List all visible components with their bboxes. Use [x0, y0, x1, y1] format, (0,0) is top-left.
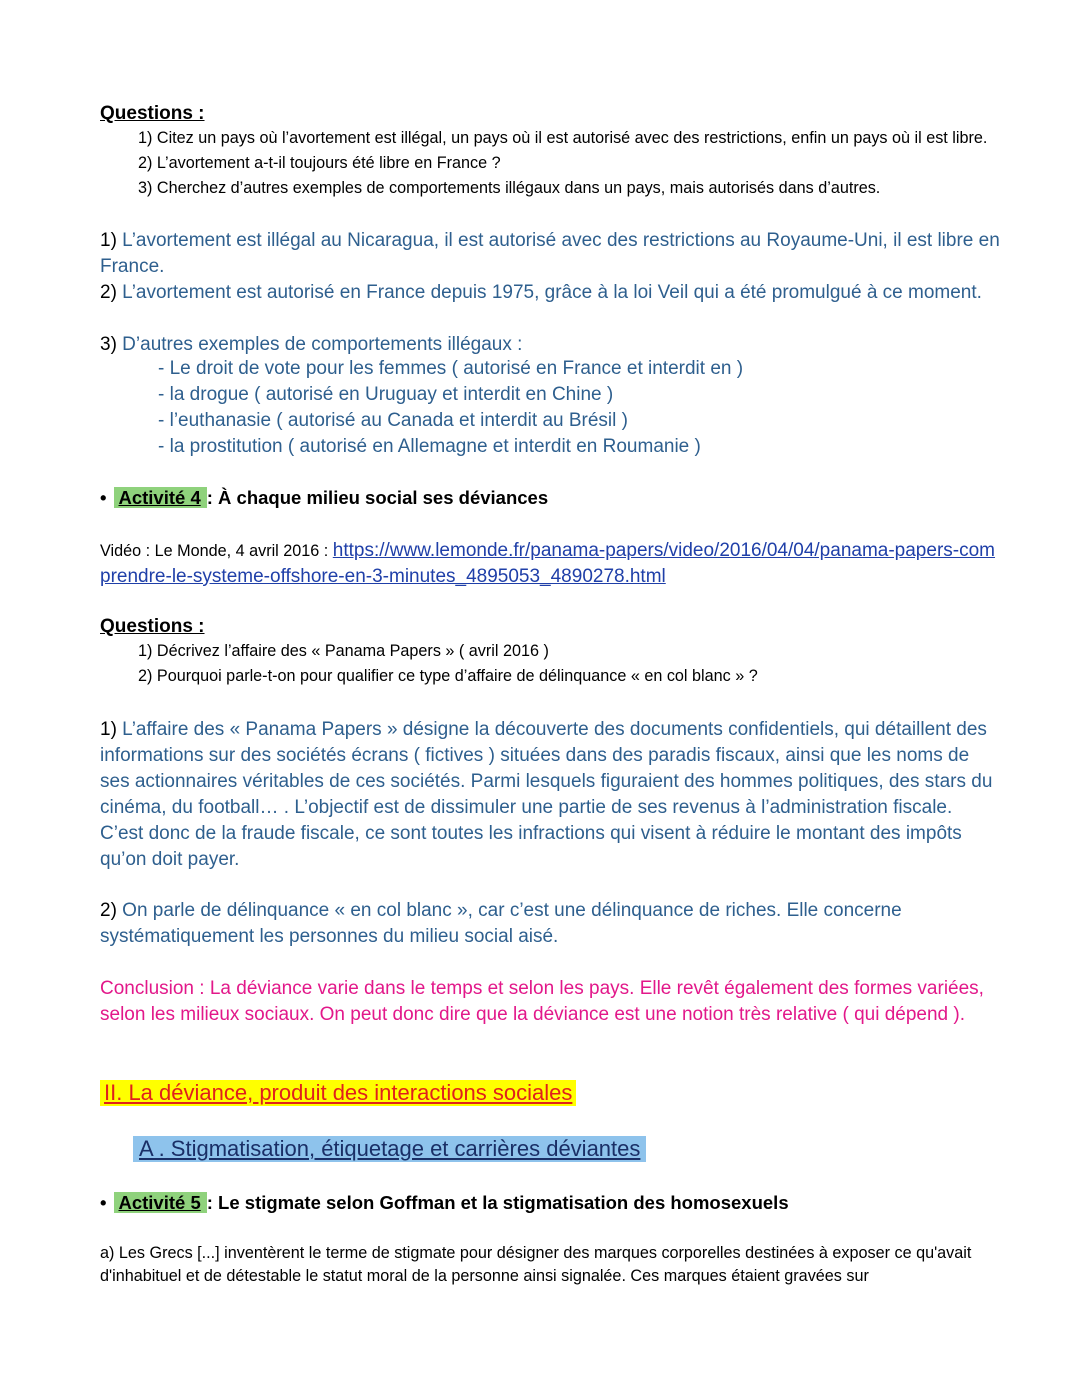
example-item: - la drogue ( autorisé en Uruguay et interdit en Chine ) [158, 384, 614, 405]
activity-title: : À chaque milieu social ses déviances [206, 487, 549, 508]
answer-number: 1) [100, 719, 117, 740]
video-source: Vidéo : Le Monde, 4 avril 2016 : [100, 542, 333, 560]
answer-text: L’avortement est autorisé en France depuis 1975, grâce à la loi Veil qui a été promulgué à ce moment. [116, 282, 982, 303]
example-item: - l’euthanasie ( autorisé au Canada et interdit au Brésil ) [158, 410, 628, 431]
questions-heading: Questions : [100, 616, 205, 637]
question-item: 2) L’avortement a-t-il toujours été libre en France ? [138, 154, 501, 172]
video-reference [100, 538, 1000, 590]
answer-text: L’affaire des « Panama Papers » désigne la découverte des documents confidentiels, qui détaillent des informations sur des sociétés écrans ( fictives ) situées dans des paradis fiscaux, ainsi que les noms de ses actionnaires véritables de ces sociétés. Parmi lesquels figuraient des hommes politiques, des stars du cinéma, du football… . L’objectif est de dissimuler une partie de ses revenus à l’administration fiscale. C’est donc de la fraude fiscale, ce sont toutes les infractions qui visent à réduire le montant des impôts qu’on doit payer. [100, 719, 993, 870]
video-link[interactable]: https://www.lemonde.fr/panama-papers/video/2016/04/04/panama-papers-comprendre-le-systeme-offshore-en-3-minutes_4895053_4890278.html [100, 540, 995, 587]
questions-heading: Questions : [100, 103, 205, 124]
activity-title: : Le stigmate selon Goffman et la stigmatisation des homosexuels [206, 1192, 789, 1213]
answer-3 [100, 332, 1000, 358]
answer-2 [100, 280, 1000, 306]
answer-number: 1) [100, 230, 117, 251]
section-a-heading: A . Stigmatisation, étiquetage et carrières déviantes [133, 1136, 646, 1162]
activity-5-heading [100, 1192, 789, 1214]
answer-panama-1 [100, 717, 1000, 873]
goffman-quote: a) Les Grecs [...] inventèrent le terme de stigmate pour désigner des marques corporelles destinées à exposer ce qu'avait d'inhabituel et de détestable le statut moral de la personne ainsi signalée. Ces marques étaient gravées sur [100, 1244, 972, 1285]
bullet-icon: • [100, 487, 107, 508]
question-item: 2) Pourquoi parle-t-on pour qualifier ce type d’affaire de délinquance « en col blanc » ? [138, 667, 758, 685]
question-item: 1) Décrivez l’affaire des « Panama Papers » ( avril 2016 ) [138, 642, 549, 660]
bullet-icon: • [100, 1192, 107, 1213]
answer-panama-2 [100, 898, 1000, 950]
conclusion-text: Conclusion : La déviance varie dans le temps et selon les pays. Elle revêt également des formes variées, selon les milieux sociaux. On peut donc dire que la déviance est une notion très relative ( qui dépend ). [100, 978, 984, 1025]
question-item: 1) Citez un pays où l’avortement est illégal, un pays où il est autorisé avec des restrictions, enfin un pays où il est libre. [138, 129, 988, 147]
example-item: - la prostitution ( autorisé en Allemagne et interdit en Roumanie ) [158, 436, 701, 457]
activity-label: Activité 5 [114, 1192, 206, 1213]
answer-text: D’autres exemples de comportements illégaux : [116, 334, 523, 355]
answer-number: 2) [100, 282, 117, 303]
section-2-heading: II. La déviance, produit des interactions sociales [100, 1080, 576, 1106]
answer-text: On parle de délinquance « en col blanc », car c’est une délinquance de riches. Elle concerne systématiquement les personnes du milieu social aisé. [100, 900, 902, 947]
answer-number: 3) [100, 334, 117, 355]
activity-4-heading [100, 487, 548, 509]
answer-number: 2) [100, 900, 117, 921]
answer-1 [100, 228, 1000, 280]
question-item: 3) Cherchez d’autres exemples de comportements illégaux dans un pays, mais autorisés dans d’autres. [138, 179, 881, 197]
example-item: - Le droit de vote pour les femmes ( autorisé en France et interdit en ) [158, 358, 744, 379]
answer-text: L’avortement est illégal au Nicaragua, il est autorisé avec des restrictions au Royaume-Uni, il est libre en France. [100, 230, 1000, 277]
activity-label: Activité 4 [114, 487, 206, 508]
